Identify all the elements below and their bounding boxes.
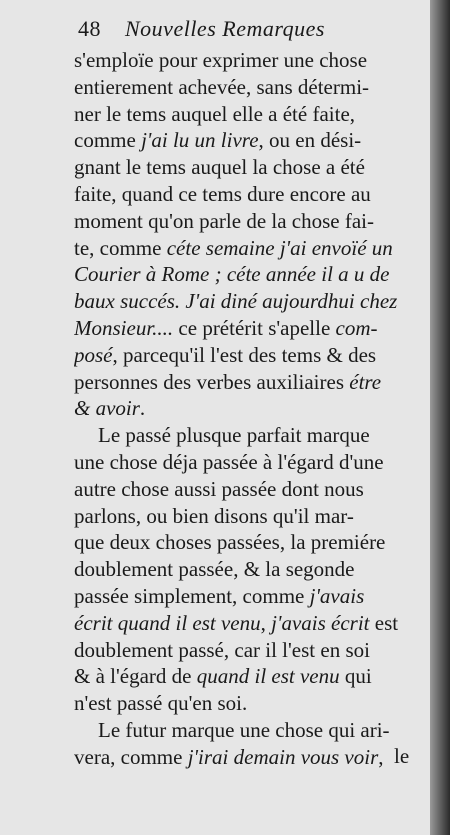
book-gutter: [430, 0, 450, 835]
text-line: [74, 556, 426, 583]
text-line: [74, 583, 426, 610]
text-line: [74, 181, 426, 208]
roman-segment: doublement passée, & la segonde: [74, 557, 355, 582]
roman-segment: que deux choses passées, la premiére: [74, 530, 386, 555]
roman-segment: entierement achevée, sans détermi-: [74, 74, 370, 99]
roman-segment: faite, quand ce tems dure encore au: [74, 181, 371, 206]
roman-segment: s'emploïe pour exprimer une chose: [74, 48, 368, 72]
italic-segment: com-: [335, 315, 378, 340]
italic-segment: étre: [349, 369, 382, 394]
text-line: [74, 154, 426, 181]
text-line: [74, 315, 426, 342]
text-line: [74, 529, 426, 556]
text-line: [74, 288, 426, 315]
body-text: [74, 47, 426, 771]
roman-segment: doublement passé, car il l'est en soi: [74, 637, 370, 662]
italic-segment: écrit quand il est venu: [74, 610, 261, 635]
roman-segment: est: [369, 610, 399, 635]
text-line: [74, 74, 426, 101]
text-line: [74, 47, 426, 74]
running-title: Nouvelles Remarques: [125, 16, 325, 41]
text-line: [74, 449, 426, 476]
text-line: [74, 369, 426, 396]
text-line: [74, 744, 426, 771]
roman-segment: Le futur marque une chose qui ari-: [98, 717, 390, 742]
roman-segment: ,: [260, 610, 272, 635]
roman-segment: moment qu'on parle de la chose fai-: [74, 208, 375, 233]
page-number: 48: [78, 16, 101, 41]
text-line: [74, 717, 426, 744]
roman-segment: autre chose aussi passée dont nous: [74, 476, 364, 501]
italic-segment: & avoir: [74, 396, 140, 421]
roman-segment: une chose déja passée à l'égard d'une: [74, 449, 384, 474]
text-line: [74, 235, 426, 262]
italic-segment: Monsieur....: [74, 315, 174, 340]
roman-segment: ,: [378, 744, 384, 769]
roman-segment: ner le tems auquel elle a été faite,: [74, 101, 356, 126]
italic-segment: céte semaine j'ai envoïé un: [166, 235, 393, 260]
text-line: [74, 663, 426, 690]
text-line: [74, 690, 426, 717]
italic-segment: Courier à Rome ; céte année il a u de: [74, 262, 390, 287]
text-line: [74, 127, 426, 154]
roman-segment: parlons, ou bien disons qu'il mar-: [74, 503, 354, 528]
text-line: [74, 637, 426, 664]
roman-segment: n'est passé qu'en soi.: [74, 691, 248, 716]
text-line: [74, 395, 426, 422]
italic-segment: posé: [74, 342, 113, 367]
italic-segment: j'avais: [309, 583, 365, 608]
text-line: [74, 476, 426, 503]
roman-segment: personnes des verbes auxiliaires: [74, 369, 350, 394]
italic-segment: j'ai lu un livre: [141, 128, 259, 153]
roman-segment: gnant le tems auquel la chose a été: [74, 155, 365, 180]
roman-segment: .: [139, 396, 146, 421]
italic-segment: quand il est venu: [196, 664, 340, 689]
italic-segment: baux succés. J'ai diné aujourdhui chez: [74, 289, 398, 314]
roman-segment: qui: [339, 664, 372, 689]
roman-segment: , parcequ'il l'est des tems & des: [112, 342, 377, 367]
text-line: [74, 208, 426, 235]
roman-segment: comme: [74, 128, 142, 153]
page-header: [78, 16, 418, 46]
catchword: le: [394, 744, 410, 768]
text-line: [74, 422, 426, 449]
roman-segment: & à l'égard de: [74, 664, 197, 689]
roman-segment: vera, comme: [74, 744, 188, 769]
italic-segment: j'avais écrit: [271, 610, 370, 635]
roman-segment: ce prétérit s'apelle: [173, 315, 336, 340]
roman-segment: passée simplement, comme: [74, 583, 310, 608]
text-line: [74, 503, 426, 530]
text-line: [74, 261, 426, 288]
text-line: [74, 610, 426, 637]
roman-segment: , ou en dési-: [258, 128, 362, 153]
italic-segment: j'irai demain vous voir: [187, 744, 379, 769]
roman-segment: te, comme: [74, 235, 167, 260]
text-line: [74, 101, 426, 128]
roman-segment: Le passé plusque parfait marque: [98, 423, 370, 448]
text-line: [74, 342, 426, 369]
